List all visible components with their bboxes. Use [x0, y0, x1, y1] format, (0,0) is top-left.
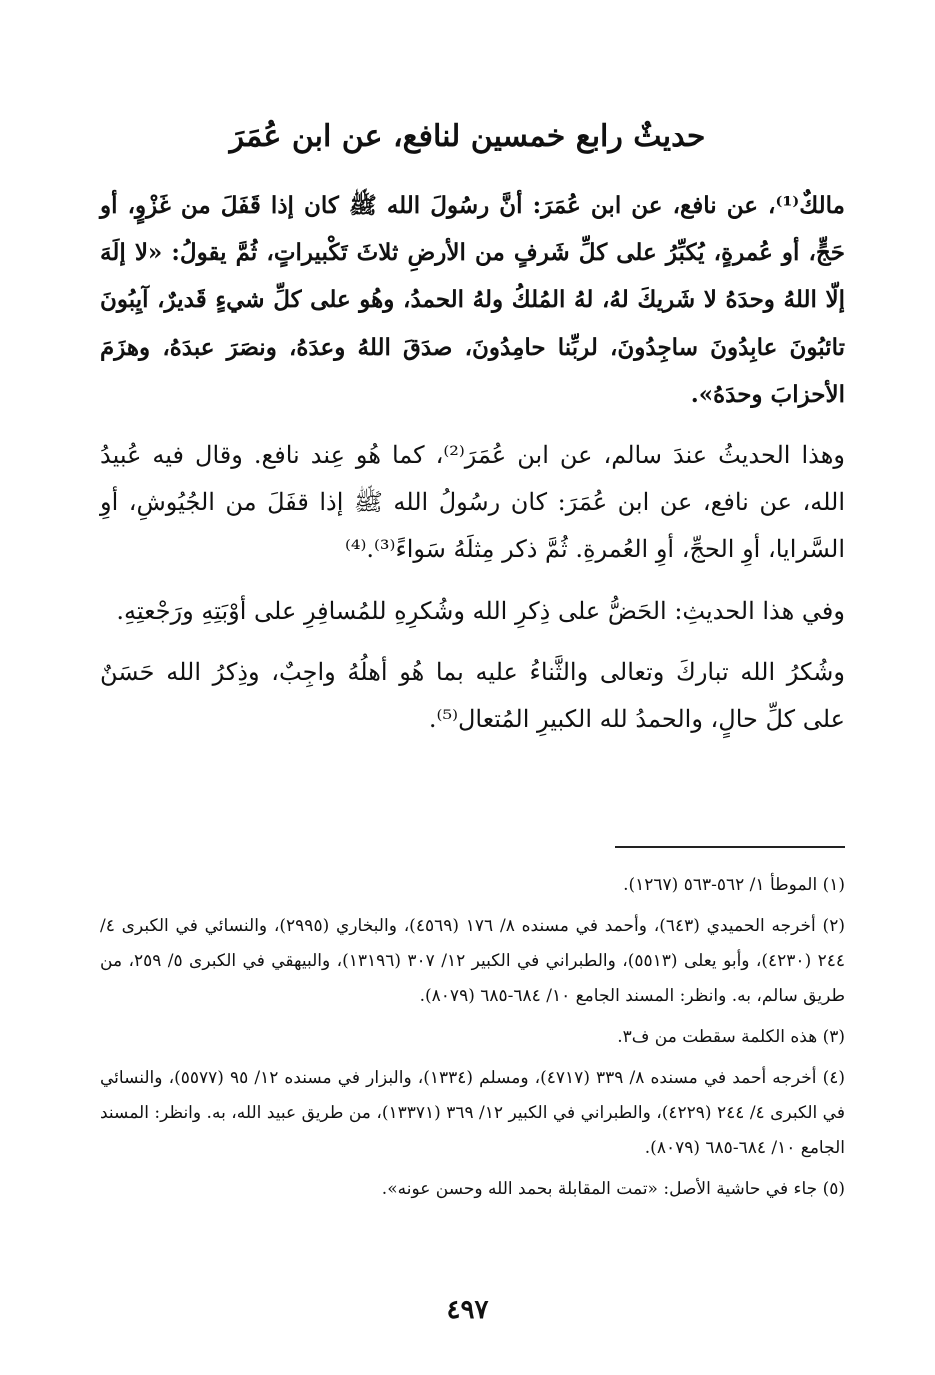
- footnote-3: (٣) هذه الكلمة سقطت من ف٣.: [617, 1027, 845, 1047]
- footnote-2: (٢) أخرجه الحميدي (٦٤٣)، وأحمد في مسنده ٨/ ١٧٦ (٤٥٦٩)، والبخاري (٢٩٩٥)، والنسائي في الكبرى ٤/ ٢٤٤ (٤٢٣٠)، وأبو يعلى (٥٥١٣)، والطبراني في الكبير ١٢/ ٣٠٧ (١٣١٩٦)، والبيهقي في الكبرى ٥/ ٢٥٩، من طريق سالم، به. وانظر: المسند الجامع ١٠/ ٦٨٤-٦٨٥ (٨٠٧٩).: [100, 916, 845, 1006]
- footnote-5: (٥) جاء في حاشية الأصل: «تمت المقابلة بحمد الله وحسن عونه».: [381, 1179, 845, 1199]
- footnote-1: (١) الموطأ ١/ ٥٦٢-٥٦٣ (١٢٦٧).: [623, 875, 845, 895]
- hadith-heading: حديثٌ رابع خمسين لنافع، عن ابن عُمَرَ: [229, 119, 706, 154]
- footnote-4: (٤) أخرجه أحمد في مسنده ٨/ ٣٣٩ (٤٧١٧)، ومسلم (١٣٣٤)، والبزار في مسنده ١٢/ ٩٥ (٥٥٧٧)، والنسائي في الكبرى ٤/ ٢٤٤ (٤٢٢٩)، والطبراني في الكبير ١٢/ ٣٦٩ (١٣٣٧١)، من طريق عبيد الله، به. وانظر: المسند الجامع ١٠/ ٦٨٤-٦٨٥ (٨٠٧٩).: [100, 1068, 846, 1158]
- main-text: [100, 182, 845, 743]
- hadith-text-paragraph: مالكٌ⁽¹⁾، عن نافع، عن ابن عُمَرَ: أنَّ رسُولَ الله ﷺ كان إذا قَفَلَ من غَزْوٍ، أو حَجٍّ، أو عُمرةٍ، يُكبِّرُ على كلِّ شَرفٍ من الأرضِ ثلاثَ تَكْبيراتٍ، ثُمَّ يقولُ: «لا إلَهَ إلّا اللهُ وحدَهُ لا شَريكَ لهُ، لهُ المُلكُ ولهُ الحمدُ، وهُو على كلِّ شيءٍ قَديرٌ، آيِبُونَ تائبُونَ عابِدُونَ ساجِدُونَ، لربِّنا حامِدُونَ، صدَقَ اللهُ وعدَهُ، ونصَرَ عبدَهُ، وهزَمَ الأحزابَ وحدَهُ».: [100, 192, 845, 408]
- commentary-paragraph: وهذا الحديثُ عندَ سالم، عن ابن عُمَرَ⁽²⁾، كما هُو عِند نافع. وقال فيه عُبيدُ الله، عن نافع، عن ابن عُمَرَ: كان رسُولُ الله ﷺ إذا قفَلَ من الجُيُوشِ، أوِ السَّرايا، أوِ الحجِّ، أوِ العُمرةِ. ثُمَّ ذكر مِثلَهُ سَواءً⁽³⁾.⁽⁴⁾: [100, 441, 845, 564]
- commentary-paragraph: وفي هذا الحديثِ: الحَضُّ على ذِكرِ الله وشُكرِهِ للمُسافِرِ على أوْبَتِهِ ورَجْعتِهِ.: [116, 596, 845, 625]
- page-number: ٤٩٧: [446, 1295, 489, 1325]
- footnote-divider: [615, 846, 845, 848]
- footnotes: [100, 868, 845, 1207]
- commentary-paragraph: وشُكرُ الله تباركَ وتعالى والثَّناءُ عليه بما هُو أهلُهُ واجِبٌ، وذِكرُ الله حَسَنٌ على كلِّ حالٍ، والحمدُ لله الكبيرِ المُتعال⁽⁵⁾.: [100, 657, 845, 734]
